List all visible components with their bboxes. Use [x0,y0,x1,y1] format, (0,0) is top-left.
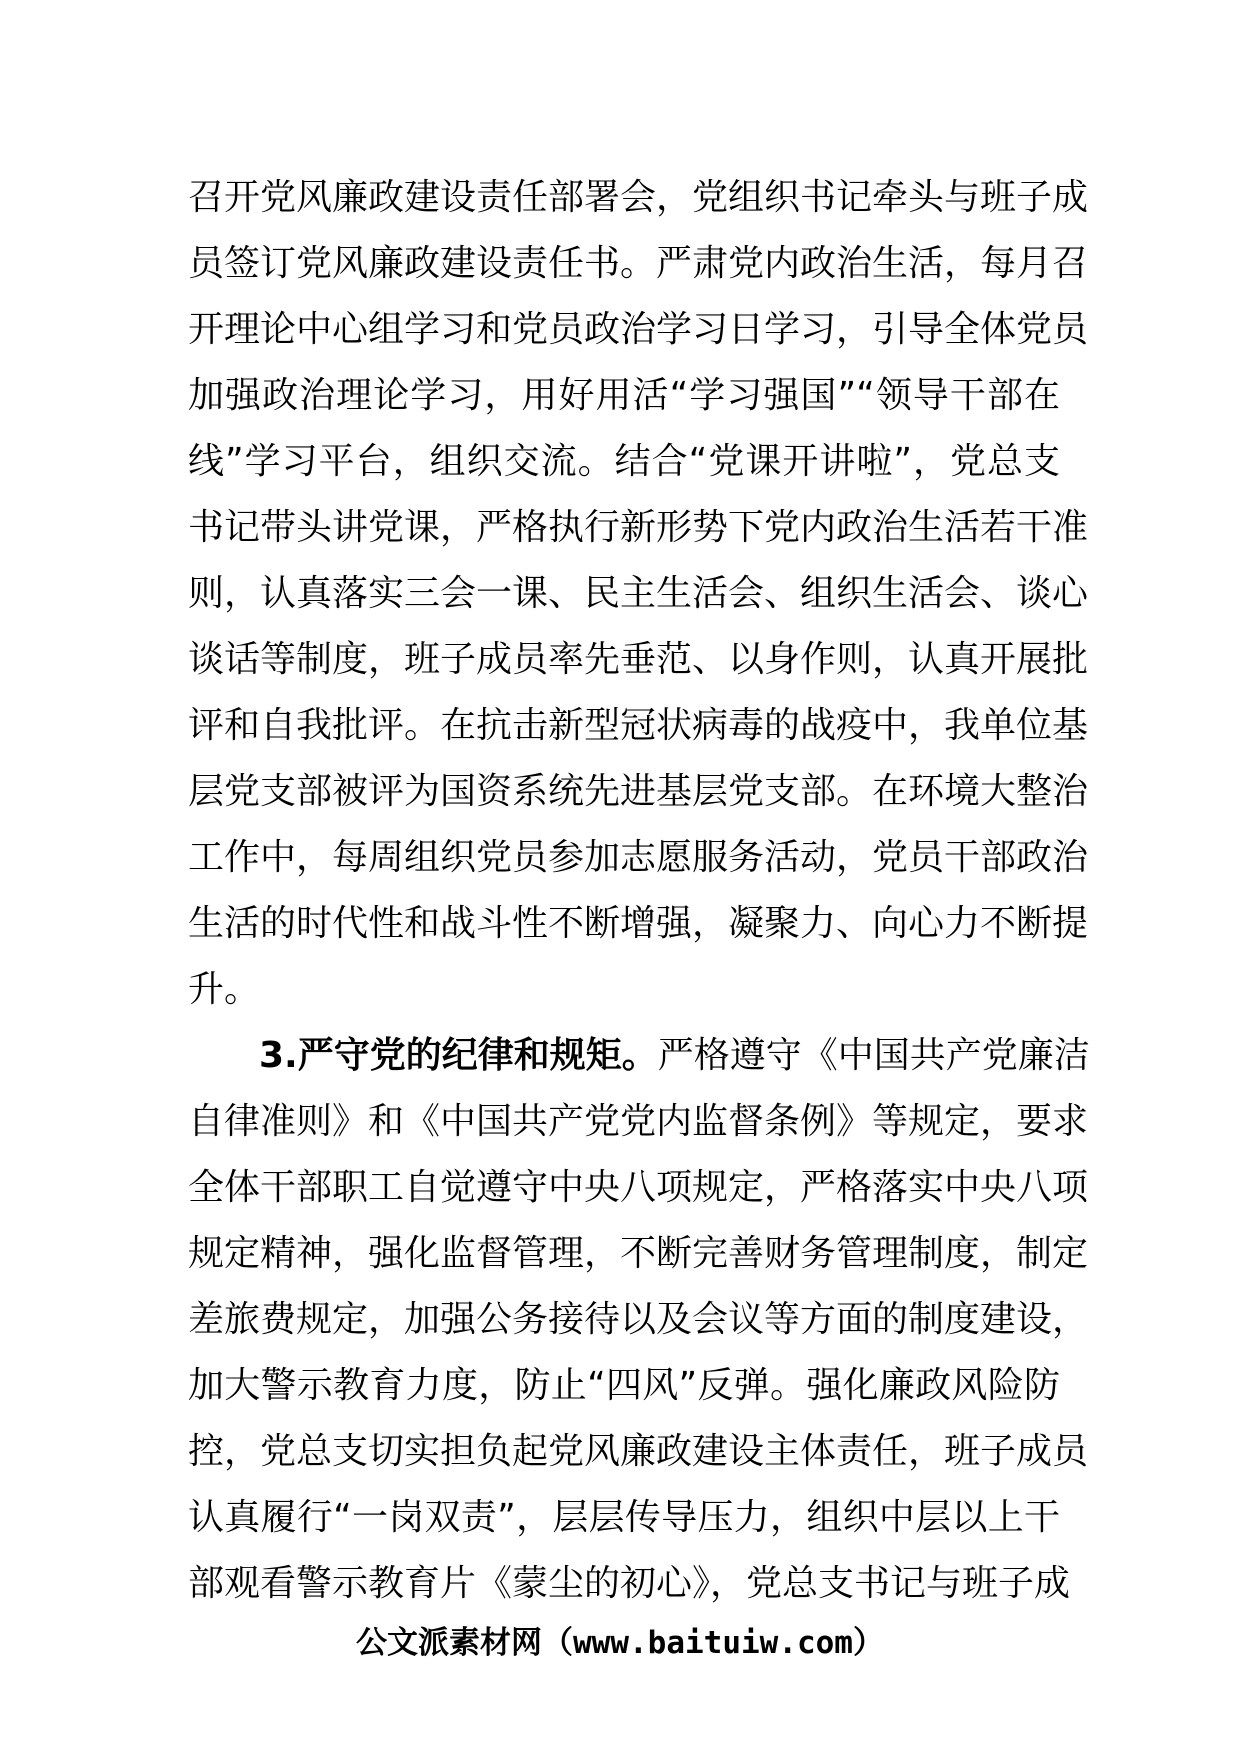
paragraph-line: 控，党总支切实担负起党风廉政建设主体责任，班子成员 [188,1431,1089,1472]
paragraph-line: 自律准则》和《中国共产党党内监督条例》等规定，要求 [188,1101,1089,1142]
paragraph-line: 工作中，每周组织党员参加志愿服务活动，党员干部政治 [188,837,1089,878]
section-3-first-line [188,1023,1090,1089]
section-3-first-line-text: 严格遵守《中国共产党廉洁 [657,1035,1090,1076]
paragraph-line: 开理论中心组学习和党员政治学习日学习，引导全体党员 [188,309,1089,350]
paragraph-line: 评和自我批评。在抗击新型冠状病毒的战疫中，我单位基 [188,705,1089,746]
paragraph-line: 则，认真落实三会一课、民主生活会、组织生活会、谈心 [188,573,1089,614]
paragraph-line: 差旅费规定，加强公务接待以及会议等方面的制度建设， [188,1299,1089,1340]
section-3-heading: 3.严守党的纪律和规矩。 [259,1035,658,1076]
paragraph-line: 召开党风廉政建设责任部署会，党组织书记牵头与班子成 [188,177,1089,218]
paragraph-line: 加大警示教育力度，防止“四风”反弹。强化廉政风险防 [188,1365,1060,1406]
paragraph-line: 书记带头讲党课，严格执行新形势下党内政治生活若干准 [188,507,1089,548]
paragraph-line: 认真履行“一岗双责”，层层传导压力，组织中层以上干 [188,1497,1060,1538]
paragraph-line: 加强政治理论学习，用好用活“学习强国”“领导干部在 [188,375,1060,416]
paragraph-line: 生活的时代性和战斗性不断增强，凝聚力、向心力不断提 [188,903,1089,944]
document-body [188,165,1090,1617]
paragraph-line: 规定精神，强化监督管理，不断完善财务管理制度，制定 [188,1233,1089,1274]
paragraph-line: 升。 [188,969,261,1010]
paragraph-line: 员签订党风廉政建设责任书。严肃党内政治生活，每月召 [188,243,1089,284]
paragraph-line: 部观看警示教育片《蒙尘的初心》，党总支书记与班子成 [188,1563,1071,1604]
paragraph-line: 谈话等制度，班子成员率先垂范、以身作则，认真开展批 [188,639,1089,680]
paragraph-line: 全体干部职工自觉遵守中央八项规定，严格落实中央八项 [188,1167,1089,1208]
page-footer: 公文派素材网（www.baituiw.com） [356,1625,884,1661]
paragraph-line: 线”学习平台，组织交流。结合“党课开讲啦”，党总支 [188,441,1060,482]
paragraph-line: 层党支部被评为国资系统先进基层党支部。在环境大整治 [188,771,1089,812]
